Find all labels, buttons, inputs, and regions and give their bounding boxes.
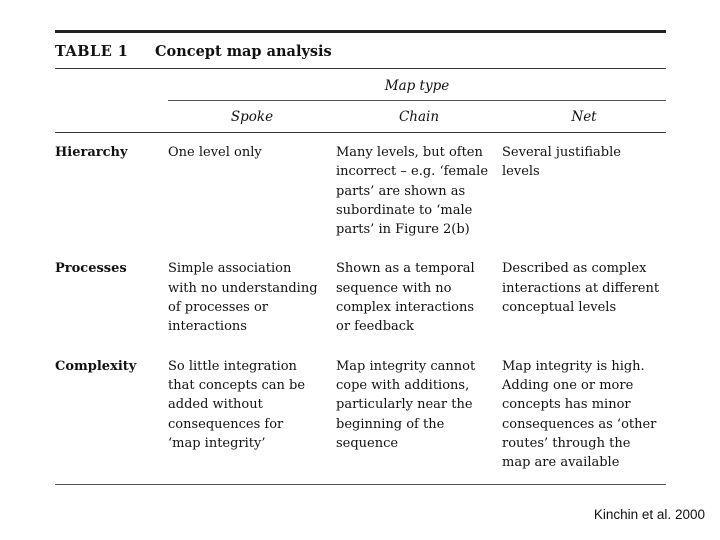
cell-text-line: complex interactions xyxy=(336,300,475,316)
cell-text-line: beginning of the xyxy=(336,416,445,432)
bottom-rule xyxy=(55,484,666,485)
column-header-spoke: Spoke xyxy=(230,109,274,125)
cell-text-line: of processes or xyxy=(168,300,268,316)
cell-text-line: consequences as ‘other xyxy=(502,416,657,432)
cell-text-line: ‘map integrity’ xyxy=(168,435,266,451)
cell-text-line: Several justifiable xyxy=(502,145,621,160)
cell-text-line: concepts has minor xyxy=(502,397,631,413)
table-cell xyxy=(336,259,502,336)
cell-text-line: Adding one or more xyxy=(502,377,634,393)
cell-text-line: Map integrity cannot xyxy=(336,358,476,374)
cell-text-line: levels xyxy=(502,164,540,180)
cell-text-line: subordinate to ‘male xyxy=(336,202,473,218)
column-header-chain: Chain xyxy=(398,109,440,125)
cell-text-line: parts’ in Figure 2(b) xyxy=(336,222,470,238)
map-type-header: Map type xyxy=(384,78,450,94)
table-body xyxy=(55,133,666,485)
cell-text-line: sequence xyxy=(336,435,399,451)
cell-text-line: parts’ are shown as xyxy=(336,183,466,199)
table-cell xyxy=(502,143,666,239)
cell-text-line: that concepts can be xyxy=(168,377,306,393)
cell-text-line: interactions xyxy=(168,319,247,335)
table-cell xyxy=(502,357,666,473)
cell-text-line: added without xyxy=(168,397,263,413)
row-label: Processes xyxy=(55,261,127,277)
cell-text-line: Shown as a temporal xyxy=(336,261,475,277)
cell-text-line: sequence with no xyxy=(336,280,452,296)
cell-text-line: consequences for xyxy=(168,416,284,432)
table-row xyxy=(55,245,666,342)
row-label: Hierarchy xyxy=(55,145,128,160)
table-row xyxy=(55,133,666,245)
row-label: Complexity xyxy=(55,358,137,374)
cell-text-line: incorrect – e.g. ‘female xyxy=(336,164,489,180)
cell-text-line: with no understanding xyxy=(168,280,318,296)
cell-text-line: routes’ through the xyxy=(502,435,631,451)
table-row xyxy=(55,343,666,479)
table-cell xyxy=(168,357,336,473)
cell-text-line: One level only xyxy=(168,145,262,160)
table-number: TABLE 1 xyxy=(55,43,129,60)
cell-text-line: So little integration xyxy=(168,358,297,374)
table-cell xyxy=(336,357,502,473)
cell-text-line: conceptual levels xyxy=(502,300,617,316)
table-cell xyxy=(168,143,336,239)
cell-text-line: Described as complex xyxy=(502,261,647,277)
table-cell xyxy=(168,259,336,336)
cell-text-line: Map integrity is high. xyxy=(502,358,645,374)
cell-text-line: or feedback xyxy=(336,319,414,335)
table-cell xyxy=(336,143,502,239)
citation-authors: Kinchin et al. xyxy=(593,507,672,522)
column-headers xyxy=(168,101,666,132)
cell-text-line: Simple association xyxy=(168,261,292,277)
citation xyxy=(594,507,705,522)
cell-text-line: Many levels, but often xyxy=(336,145,483,160)
cell-text-line: interactions at different xyxy=(502,280,660,296)
cell-text-line: map are available xyxy=(502,455,620,471)
cell-text-line: particularly near the xyxy=(336,397,473,413)
concept-map-table xyxy=(55,30,666,485)
column-header-net: Net xyxy=(571,109,597,125)
cell-text-line: cope with additions, xyxy=(336,377,470,393)
citation-year: 2000 xyxy=(674,507,705,522)
table-title: Concept map analysis xyxy=(155,43,332,60)
table-caption xyxy=(55,33,666,68)
table-cell xyxy=(502,259,666,336)
